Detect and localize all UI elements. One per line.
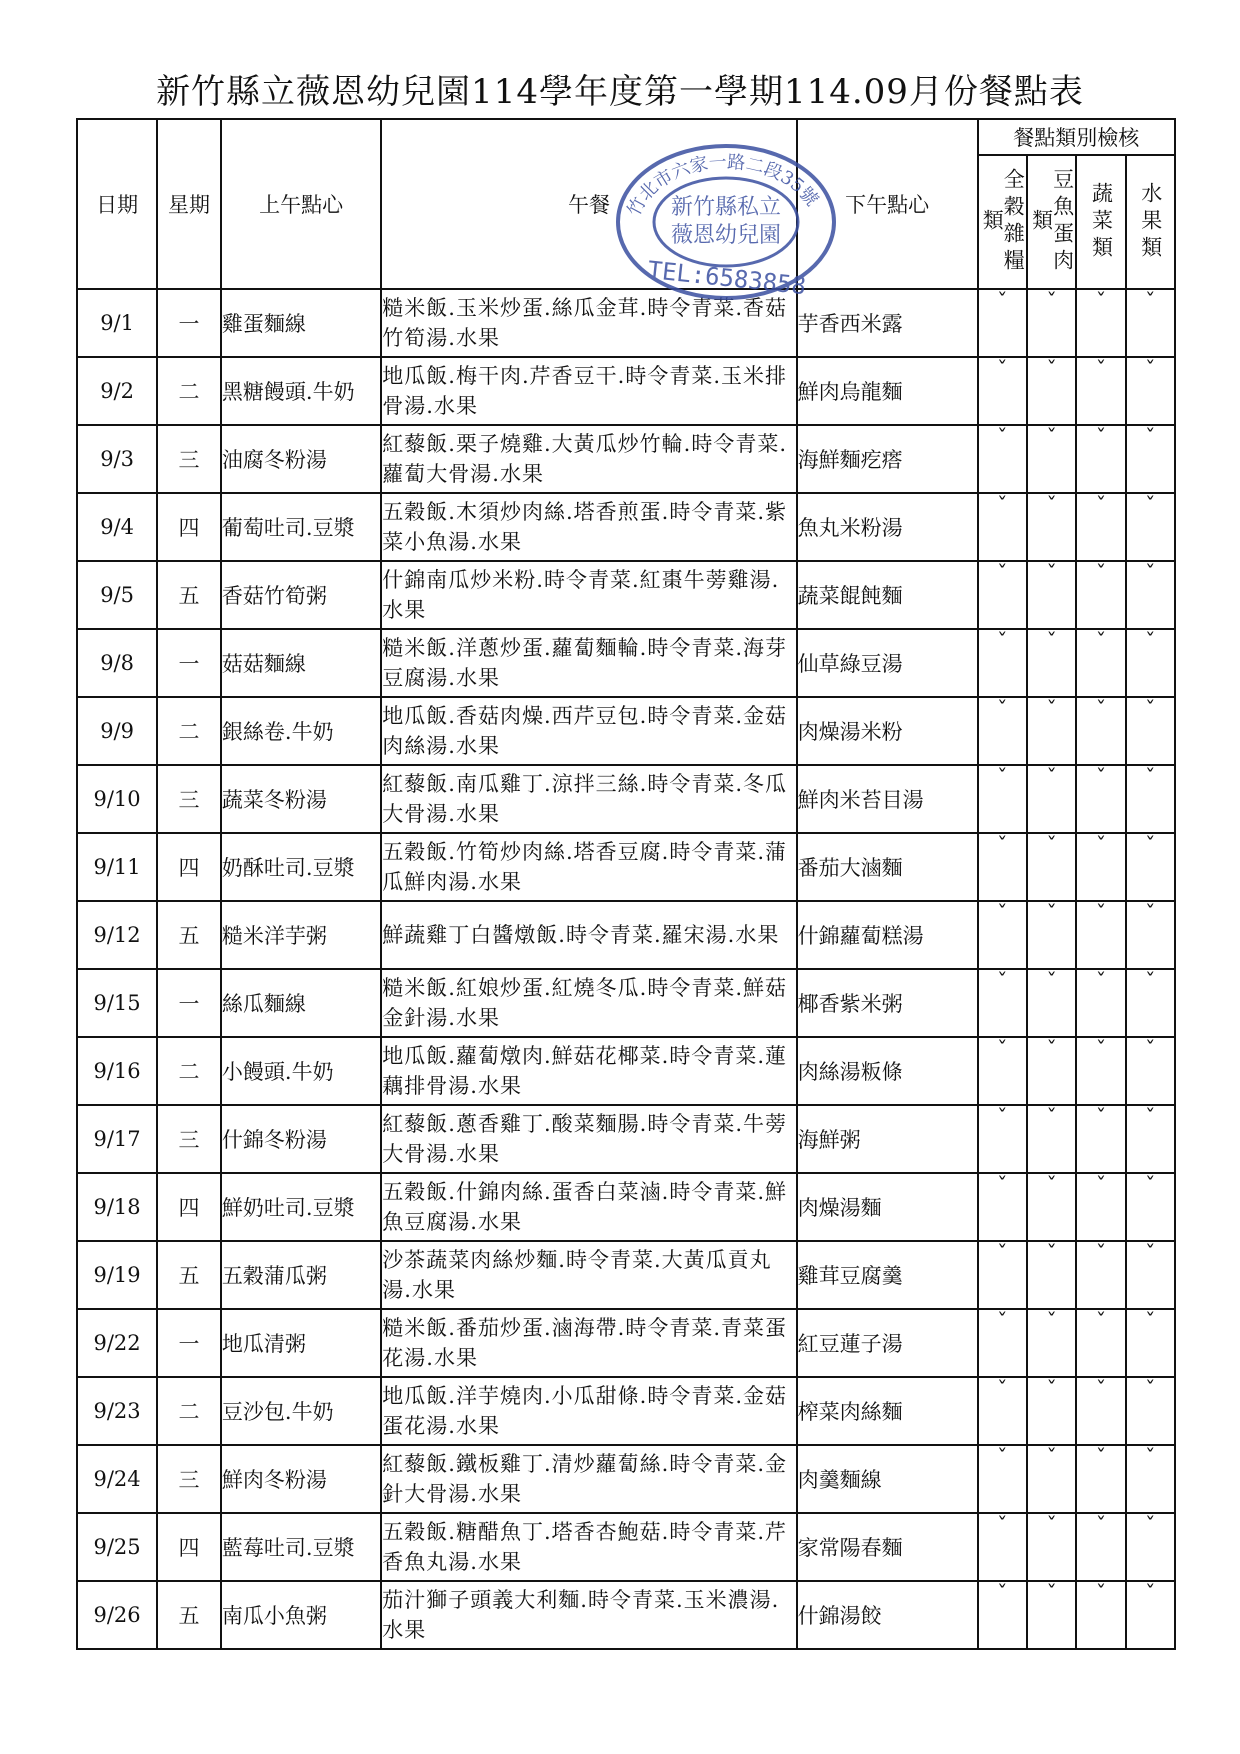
check-fruit: ˇ — [1126, 1513, 1175, 1581]
check-fruit: ˇ — [1126, 901, 1175, 969]
check-vegetable: ˇ — [1076, 1037, 1125, 1105]
date-cell: 9/10 — [77, 765, 157, 833]
check-protein: ˇ — [1027, 1513, 1076, 1581]
header-date: 日期 — [77, 119, 157, 289]
lunch-cell: 五穀飯.糖醋魚丁.塔香杏鮑菇.時令青菜.芹香魚丸湯.水果 — [381, 1513, 796, 1581]
check-protein: ˇ — [1027, 629, 1076, 697]
afternoon-snack-cell: 椰香紫米粥 — [797, 969, 978, 1037]
svg-text:竹北市六家一路二段35號: 竹北市六家一路二段35號 — [623, 151, 823, 220]
check-vegetable: ˇ — [1076, 969, 1125, 1037]
check-grain: ˇ — [978, 1581, 1027, 1649]
weekday-cell: 三 — [157, 1105, 221, 1173]
lunch-cell: 五穀飯.什錦肉絲.蛋香白菜滷.時令青菜.鮮魚豆腐湯.水果 — [381, 1173, 796, 1241]
afternoon-snack-cell: 鮮肉烏龍麵 — [797, 357, 978, 425]
svg-text:新竹縣私立: 新竹縣私立 — [670, 195, 782, 220]
check-grain: ˇ — [978, 1445, 1027, 1513]
check-grain: ˇ — [978, 1173, 1027, 1241]
morning-snack-cell: 銀絲卷.牛奶 — [221, 697, 381, 765]
check-fruit: ˇ — [1126, 969, 1175, 1037]
afternoon-snack-cell: 家常陽春麵 — [797, 1513, 978, 1581]
svg-text:薇恩幼兒園: 薇恩幼兒園 — [670, 223, 782, 248]
afternoon-snack-cell: 魚丸米粉湯 — [797, 493, 978, 561]
lunch-cell: 地瓜飯.梅干肉.芹香豆干.時令青菜.玉米排骨湯.水果 — [381, 357, 796, 425]
check-protein: ˇ — [1027, 901, 1076, 969]
morning-snack-cell: 豆沙包.牛奶 — [221, 1377, 381, 1445]
check-vegetable: ˇ — [1076, 1241, 1125, 1309]
check-vegetable: ˇ — [1076, 493, 1125, 561]
check-protein: ˇ — [1027, 969, 1076, 1037]
table-row — [77, 1581, 1175, 1649]
check-grain: ˇ — [978, 833, 1027, 901]
table-row — [77, 969, 1175, 1037]
date-cell: 9/8 — [77, 629, 157, 697]
weekday-cell: 二 — [157, 357, 221, 425]
morning-snack-cell: 糙米洋芋粥 — [221, 901, 381, 969]
header-category-check: 餐點類別檢核 — [978, 119, 1175, 155]
date-cell: 9/9 — [77, 697, 157, 765]
morning-snack-cell: 蔬菜冬粉湯 — [221, 765, 381, 833]
table-row — [77, 1105, 1175, 1173]
afternoon-snack-cell: 番茄大滷麵 — [797, 833, 978, 901]
afternoon-snack-cell: 蔬菜餛飩麵 — [797, 561, 978, 629]
check-vegetable: ˇ — [1076, 357, 1125, 425]
check-protein: ˇ — [1027, 1445, 1076, 1513]
page-title: 新竹縣立薇恩幼兒園114學年度第一學期114.09月份餐點表 — [156, 72, 1084, 112]
table-row — [77, 493, 1175, 561]
weekday-cell: 三 — [157, 425, 221, 493]
table-row — [77, 833, 1175, 901]
check-fruit: ˇ — [1126, 289, 1175, 357]
meal-table — [76, 118, 1176, 1650]
check-vegetable: ˇ — [1076, 561, 1125, 629]
lunch-cell: 地瓜飯.蘿蔔燉肉.鮮菇花椰菜.時令青菜.蓮藕排骨湯.水果 — [381, 1037, 796, 1105]
check-fruit: ˇ — [1126, 1377, 1175, 1445]
table-row — [77, 1241, 1175, 1309]
morning-snack-cell: 黑糖饅頭.牛奶 — [221, 357, 381, 425]
afternoon-snack-cell: 鮮肉米苔目湯 — [797, 765, 978, 833]
check-fruit: ˇ — [1126, 1173, 1175, 1241]
header-fruit: 水果類 — [1126, 155, 1175, 289]
check-grain: ˇ — [978, 969, 1027, 1037]
check-protein: ˇ — [1027, 1241, 1076, 1309]
table-row — [77, 629, 1175, 697]
weekday-cell: 一 — [157, 629, 221, 697]
check-grain: ˇ — [978, 561, 1027, 629]
check-protein: ˇ — [1027, 1105, 1076, 1173]
table-row — [77, 357, 1175, 425]
table-row — [77, 289, 1175, 357]
afternoon-snack-cell: 肉絲湯粄條 — [797, 1037, 978, 1105]
check-protein: ˇ — [1027, 493, 1076, 561]
morning-snack-cell: 藍莓吐司.豆漿 — [221, 1513, 381, 1581]
check-grain: ˇ — [978, 357, 1027, 425]
check-fruit: ˇ — [1126, 1037, 1175, 1105]
lunch-cell: 糙米飯.玉米炒蛋.絲瓜金茸.時令青菜.香菇竹筍湯.水果 — [381, 289, 796, 357]
check-protein: ˇ — [1027, 765, 1076, 833]
header-vegetable: 蔬菜類 — [1076, 155, 1125, 289]
morning-snack-cell: 鮮奶吐司.豆漿 — [221, 1173, 381, 1241]
table-row — [77, 1513, 1175, 1581]
date-cell: 9/15 — [77, 969, 157, 1037]
check-grain: ˇ — [978, 1241, 1027, 1309]
check-vegetable: ˇ — [1076, 1377, 1125, 1445]
check-fruit: ˇ — [1126, 629, 1175, 697]
check-protein: ˇ — [1027, 561, 1076, 629]
header-lunch: 午餐 — [381, 119, 796, 289]
weekday-cell: 一 — [157, 289, 221, 357]
morning-snack-cell: 南瓜小魚粥 — [221, 1581, 381, 1649]
weekday-cell: 二 — [157, 1037, 221, 1105]
date-cell: 9/5 — [77, 561, 157, 629]
morning-snack-cell: 小饅頭.牛奶 — [221, 1037, 381, 1105]
check-vegetable: ˇ — [1076, 629, 1125, 697]
table-row — [77, 765, 1175, 833]
table-row — [77, 1173, 1175, 1241]
lunch-cell: 什錦南瓜炒米粉.時令青菜.紅棗牛蒡雞湯.水果 — [381, 561, 796, 629]
afternoon-snack-cell: 紅豆蓮子湯 — [797, 1309, 978, 1377]
check-protein: ˇ — [1027, 1581, 1076, 1649]
date-cell: 9/3 — [77, 425, 157, 493]
check-grain: ˇ — [978, 289, 1027, 357]
lunch-cell: 五穀飯.竹筍炒肉絲.塔香豆腐.時令青菜.蒲瓜鮮肉湯.水果 — [381, 833, 796, 901]
lunch-cell: 五穀飯.木須炒肉絲.塔香煎蛋.時令青菜.紫菜小魚湯.水果 — [381, 493, 796, 561]
lunch-cell: 糙米飯.番茄炒蛋.滷海帶.時令青菜.青菜蛋花湯.水果 — [381, 1309, 796, 1377]
morning-snack-cell: 地瓜清粥 — [221, 1309, 381, 1377]
svg-text:TEL:6583858: TEL:6583858 — [646, 255, 808, 301]
weekday-cell: 四 — [157, 833, 221, 901]
weekday-cell: 五 — [157, 1241, 221, 1309]
date-cell: 9/22 — [77, 1309, 157, 1377]
check-fruit: ˇ — [1126, 1445, 1175, 1513]
check-grain: ˇ — [978, 765, 1027, 833]
afternoon-snack-cell: 海鮮麵疙瘩 — [797, 425, 978, 493]
date-cell: 9/16 — [77, 1037, 157, 1105]
check-protein: ˇ — [1027, 1377, 1076, 1445]
check-vegetable: ˇ — [1076, 425, 1125, 493]
morning-snack-cell: 絲瓜麵線 — [221, 969, 381, 1037]
check-vegetable: ˇ — [1076, 765, 1125, 833]
afternoon-snack-cell: 榨菜肉絲麵 — [797, 1377, 978, 1445]
date-cell: 9/25 — [77, 1513, 157, 1581]
check-vegetable: ˇ — [1076, 1173, 1125, 1241]
date-cell: 9/1 — [77, 289, 157, 357]
weekday-cell: 三 — [157, 1445, 221, 1513]
afternoon-snack-cell: 海鮮粥 — [797, 1105, 978, 1173]
date-cell: 9/24 — [77, 1445, 157, 1513]
weekday-cell: 三 — [157, 765, 221, 833]
weekday-cell: 五 — [157, 561, 221, 629]
afternoon-snack-cell: 仙草綠豆湯 — [797, 629, 978, 697]
table-row — [77, 1309, 1175, 1377]
lunch-cell: 鮮蔬雞丁白醬燉飯.時令青菜.羅宋湯.水果 — [381, 901, 796, 969]
check-vegetable: ˇ — [1076, 697, 1125, 765]
check-fruit: ˇ — [1126, 425, 1175, 493]
date-cell: 9/12 — [77, 901, 157, 969]
date-cell: 9/18 — [77, 1173, 157, 1241]
check-vegetable: ˇ — [1076, 1309, 1125, 1377]
table-row — [77, 1445, 1175, 1513]
lunch-cell: 紅藜飯.蔥香雞丁.酸菜麵腸.時令青菜.牛蒡大骨湯.水果 — [381, 1105, 796, 1173]
afternoon-snack-cell: 什錦湯餃 — [797, 1581, 978, 1649]
check-protein: ˇ — [1027, 697, 1076, 765]
check-protein: ˇ — [1027, 1309, 1076, 1377]
morning-snack-cell: 香菇竹筍粥 — [221, 561, 381, 629]
table-row — [77, 561, 1175, 629]
weekday-cell: 四 — [157, 1173, 221, 1241]
morning-snack-cell: 鮮肉冬粉湯 — [221, 1445, 381, 1513]
morning-snack-cell: 油腐冬粉湯 — [221, 425, 381, 493]
weekday-cell: 四 — [157, 493, 221, 561]
weekday-cell: 一 — [157, 1309, 221, 1377]
table-row — [77, 697, 1175, 765]
morning-snack-cell: 五穀蒲瓜粥 — [221, 1241, 381, 1309]
morning-snack-cell: 雞蛋麵線 — [221, 289, 381, 357]
check-grain: ˇ — [978, 629, 1027, 697]
check-fruit: ˇ — [1126, 1309, 1175, 1377]
check-protein: ˇ — [1027, 1173, 1076, 1241]
lunch-cell: 紅藜飯.鐵板雞丁.清炒蘿蔔絲.時令青菜.金針大骨湯.水果 — [381, 1445, 796, 1513]
check-protein: ˇ — [1027, 833, 1076, 901]
lunch-cell: 紅藜飯.栗子燒雞.大黃瓜炒竹輪.時令青菜.蘿蔔大骨湯.水果 — [381, 425, 796, 493]
table-row — [77, 1377, 1175, 1445]
check-protein: ˇ — [1027, 357, 1076, 425]
check-fruit: ˇ — [1126, 1581, 1175, 1649]
weekday-cell: 二 — [157, 1377, 221, 1445]
date-cell: 9/4 — [77, 493, 157, 561]
header-protein: 豆魚蛋肉類 — [1027, 155, 1076, 289]
check-vegetable: ˇ — [1076, 901, 1125, 969]
check-fruit: ˇ — [1126, 765, 1175, 833]
check-vegetable: ˇ — [1076, 1105, 1125, 1173]
lunch-cell: 沙茶蔬菜肉絲炒麵.時令青菜.大黃瓜貢丸湯.水果 — [381, 1241, 796, 1309]
check-vegetable: ˇ — [1076, 1513, 1125, 1581]
date-cell: 9/2 — [77, 357, 157, 425]
header-afternoon-snack: 下午點心 — [797, 119, 978, 289]
afternoon-snack-cell: 什錦蘿蔔糕湯 — [797, 901, 978, 969]
header-weekday: 星期 — [157, 119, 221, 289]
check-fruit: ˇ — [1126, 357, 1175, 425]
morning-snack-cell: 菇菇麵線 — [221, 629, 381, 697]
date-cell: 9/17 — [77, 1105, 157, 1173]
afternoon-snack-cell: 芋香西米露 — [797, 289, 978, 357]
weekday-cell: 五 — [157, 901, 221, 969]
check-protein: ˇ — [1027, 289, 1076, 357]
check-grain: ˇ — [978, 697, 1027, 765]
morning-snack-cell: 葡萄吐司.豆漿 — [221, 493, 381, 561]
lunch-cell: 茄汁獅子頭義大利麵.時令青菜.玉米濃湯.水果 — [381, 1581, 796, 1649]
check-fruit: ˇ — [1126, 1241, 1175, 1309]
check-grain: ˇ — [978, 1105, 1027, 1173]
lunch-cell: 紅藜飯.南瓜雞丁.涼拌三絲.時令青菜.冬瓜大骨湯.水果 — [381, 765, 796, 833]
check-vegetable: ˇ — [1076, 1581, 1125, 1649]
check-grain: ˇ — [978, 1513, 1027, 1581]
lunch-cell: 糙米飯.洋蔥炒蛋.蘿蔔麵輪.時令青菜.海芽豆腐湯.水果 — [381, 629, 796, 697]
lunch-cell: 地瓜飯.洋芋燒肉.小瓜甜條.時令青菜.金菇蛋花湯.水果 — [381, 1377, 796, 1445]
check-vegetable: ˇ — [1076, 833, 1125, 901]
check-protein: ˇ — [1027, 425, 1076, 493]
check-grain: ˇ — [978, 1377, 1027, 1445]
check-grain: ˇ — [978, 1037, 1027, 1105]
table-row — [77, 1037, 1175, 1105]
date-cell: 9/11 — [77, 833, 157, 901]
afternoon-snack-cell: 雞茸豆腐羹 — [797, 1241, 978, 1309]
check-fruit: ˇ — [1126, 833, 1175, 901]
check-grain: ˇ — [978, 493, 1027, 561]
date-cell: 9/23 — [77, 1377, 157, 1445]
check-grain: ˇ — [978, 425, 1027, 493]
afternoon-snack-cell: 肉燥湯麵 — [797, 1173, 978, 1241]
check-fruit: ˇ — [1126, 561, 1175, 629]
check-fruit: ˇ — [1126, 493, 1175, 561]
lunch-cell: 糙米飯.紅娘炒蛋.紅燒冬瓜.時令青菜.鮮菇金針湯.水果 — [381, 969, 796, 1037]
check-vegetable: ˇ — [1076, 289, 1125, 357]
weekday-cell: 二 — [157, 697, 221, 765]
table-row — [77, 425, 1175, 493]
check-protein: ˇ — [1027, 1037, 1076, 1105]
check-fruit: ˇ — [1126, 1105, 1175, 1173]
check-vegetable: ˇ — [1076, 1445, 1125, 1513]
header-morning-snack: 上午點心 — [221, 119, 381, 289]
weekday-cell: 四 — [157, 1513, 221, 1581]
header-grain: 全穀雜糧類 — [978, 155, 1027, 289]
check-grain: ˇ — [978, 1309, 1027, 1377]
lunch-cell: 地瓜飯.香菇肉燥.西芹豆包.時令青菜.金菇肉絲湯.水果 — [381, 697, 796, 765]
table-row — [77, 901, 1175, 969]
afternoon-snack-cell: 肉羹麵線 — [797, 1445, 978, 1513]
date-cell: 9/26 — [77, 1581, 157, 1649]
check-fruit: ˇ — [1126, 697, 1175, 765]
weekday-cell: 五 — [157, 1581, 221, 1649]
afternoon-snack-cell: 肉燥湯米粉 — [797, 697, 978, 765]
date-cell: 9/19 — [77, 1241, 157, 1309]
weekday-cell: 一 — [157, 969, 221, 1037]
morning-snack-cell: 什錦冬粉湯 — [221, 1105, 381, 1173]
morning-snack-cell: 奶酥吐司.豆漿 — [221, 833, 381, 901]
check-grain: ˇ — [978, 901, 1027, 969]
